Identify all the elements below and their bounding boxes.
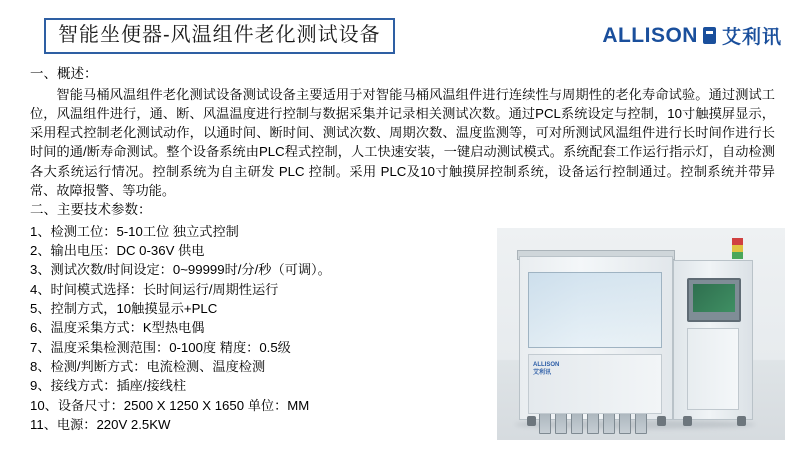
equipment-brand-cn: 艾利讯 <box>533 369 552 376</box>
control-cabinet-door <box>687 328 739 410</box>
equipment-brand-plate <box>533 362 559 377</box>
list-item: 8、检测/判断方式：电流检测、温度检测 <box>30 359 266 375</box>
tower-red <box>732 238 743 245</box>
slide-header <box>0 14 800 60</box>
list-item: 5、控制方式，10触摸显示+PLC <box>30 301 218 317</box>
caster-wheel <box>683 416 692 426</box>
caster-wheel <box>657 416 666 426</box>
list-item: 10、设备尺寸：2500 X 1250 X 1650 单位：MM <box>30 397 310 413</box>
overview-heading: 一、概述： <box>30 66 98 81</box>
caster-wheel <box>527 416 536 426</box>
hmi-screen <box>693 284 735 312</box>
brand-name-cn: 艾利讯 <box>721 27 782 48</box>
list-item: 4、时间模式选择：长时间运行/周期性运行 <box>30 281 279 297</box>
brand-name-en: ALLISON <box>602 23 698 47</box>
hmi-touch-panel <box>687 278 741 322</box>
list-item: 7、温度采集检测范围：0-100度 精度：0.5级 <box>30 339 291 355</box>
cabinet-window <box>528 272 662 348</box>
tower-yellow <box>732 245 743 252</box>
equipment-brand-en: ALLISON <box>533 362 560 368</box>
list-item: 9、接线方式：插座/接线柱 <box>30 378 187 394</box>
company-logo <box>602 22 782 49</box>
page-title: 智能坐便器-风温组件老化测试设备 <box>58 24 381 46</box>
list-item: 6、温度采集方式：K型热电偶 <box>30 320 205 336</box>
equipment-photo <box>497 228 785 440</box>
caster-wheel <box>737 416 746 426</box>
tower-green <box>732 252 743 259</box>
logo-mark-icon <box>703 27 716 44</box>
list-item: 2、输出电压：DC 0-36V 供电 <box>30 243 205 259</box>
list-item: 11、电源：220V 2.5KW <box>30 417 171 432</box>
page-title-box <box>44 18 395 54</box>
specs-list <box>30 222 500 435</box>
overview-paragraph: 智能马桶风温组件老化测试设备测试设备主要适用于对智能马桶风温组件进行连续性与周期性的老化寿命试验。通过测试工位，风温组件进行，通、断、风温温度进行控制与数据采集并记录相关测试次数。通过PCL系统设定与控制，10寸触摸屏显示，采用程式控制老化测试动作，以通时间、断时间、测试次数、周期次数、温度监测等，可对所测试风温组件进行长时间作进行长时间的通/断寿命测试。整个设备系统由PLC程式控制，人工快速安装，一键启动测试模式。系统配套工作运行指示灯，自动检测各大系统运行情况。控制系统为自主研发 PLC 控制。采用 PLC及10寸触摸屏控制系统，设备运行控制通过。控制系统并带异常、故障报警、等功能。 <box>30 86 775 198</box>
list-item: 3、测试次数/时间设定：0~99999时/分/秒（可调）。 <box>30 262 331 278</box>
specs-heading: 二、主要技术参数： <box>30 202 152 218</box>
list-item: 1、检测工位：5-10工位 独立式控制 <box>30 223 239 239</box>
